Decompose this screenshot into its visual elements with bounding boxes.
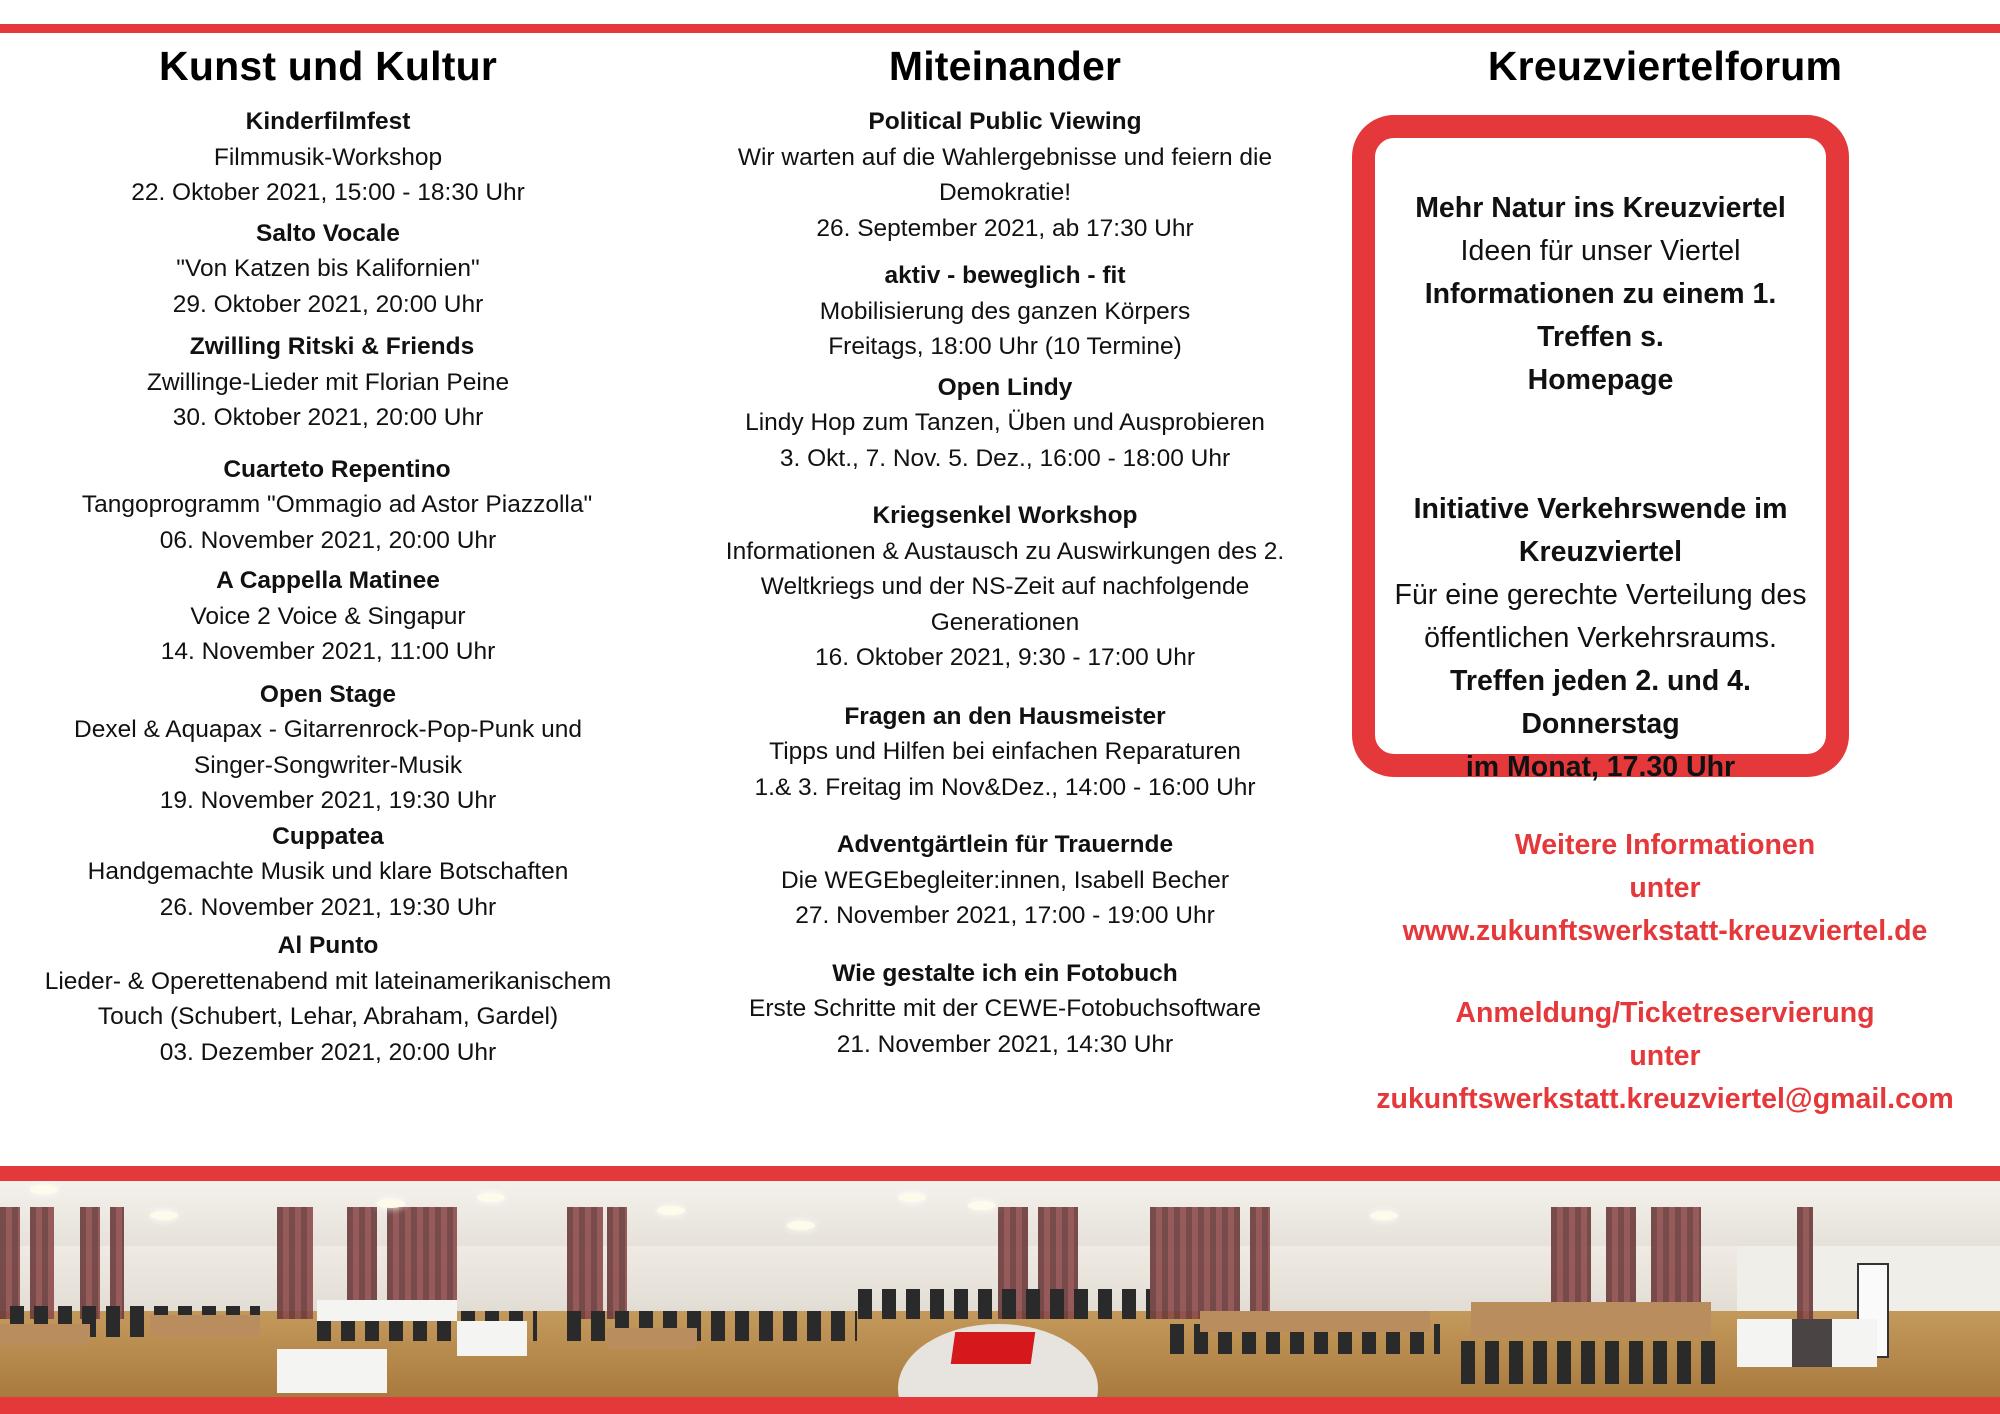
event-title: Zwilling Ritski & Friends [189, 333, 475, 360]
initiative-verkehrswende [1375, 488, 1826, 789]
email-link[interactable]: zukunftswerkstatt.kreuzviertel@gmail.com [1376, 1083, 1954, 1115]
photo-room-3 [567, 1181, 858, 1397]
event-adventgaertlein [680, 827, 1330, 934]
event-line: Voice 2 Voice & Singapur [190, 602, 466, 630]
event-title: Kinderfilmfest [245, 108, 411, 135]
photo-room-6 [1441, 1181, 1737, 1397]
event-salto-vocale [0, 216, 656, 323]
event-cuppatea [0, 819, 656, 926]
event-title: Open Stage [259, 680, 397, 708]
event-title: Fragen an den Hausmeister [844, 702, 1166, 730]
booking-unter: unter [1629, 1040, 1701, 1072]
column-kunst-und-kultur [0, 40, 656, 1070]
forum-initiatives-box [1352, 115, 1849, 783]
photo-room-2 [277, 1181, 567, 1397]
event-title: Cuarteto Repentino [223, 455, 451, 483]
event-line: Demokratie! [938, 179, 1072, 206]
event-line: Die WEGEbegleiter:innen, Isabell Becher [780, 866, 1230, 894]
event-date: 27. November 2021, 17:00 - 19:00 Uhr [795, 902, 1215, 929]
website-link[interactable]: www.zukunftswerkstatt-kreuzviertel.de [1402, 915, 1928, 947]
initiative-title: Kreuzviertel [1518, 536, 1683, 568]
event-line: Tangoprogramm "Ommagio ad Astor Piazzolla" [81, 491, 593, 518]
event-title: Open Lindy [937, 373, 1073, 401]
photo-room-5 [1150, 1181, 1441, 1397]
event-line: Lindy Hop zum Tanzen, Üben und Ausprobieren [745, 409, 1265, 436]
event-line: Generationen [930, 608, 1080, 636]
event-aktiv-beweglich-fit [680, 258, 1330, 365]
event-cuarteto-repentino [0, 452, 656, 559]
info-label: Weitere Informationen [1514, 829, 1816, 861]
info-unter: unter [1629, 872, 1701, 904]
event-date: 1.& 3. Freitag im Nov&Dez., 14:00 - 16:00 Uhr [754, 773, 1256, 801]
event-al-punto [0, 928, 656, 1070]
event-line: Filmmusik-Workshop [213, 143, 443, 171]
event-line: Tipps und Hilfen bei einfachen Reparaturen [769, 738, 1241, 765]
column-heading: Miteinander [888, 43, 1122, 89]
event-line: Lieder- & Operettenabend mit lateinamerikanischem [44, 967, 612, 995]
event-open-stage [0, 677, 656, 819]
initiative-note: Informationen zu einem 1. Treffen s. [1424, 278, 1777, 353]
event-title: Adventgärtlein für Trauernde [836, 831, 1174, 858]
photo-room-7 [1737, 1181, 2000, 1397]
event-date: 21. November 2021, 14:30 Uhr [836, 1030, 1174, 1058]
event-title: Kriegsenkel Workshop [872, 502, 1138, 529]
event-title: Wie gestalte ich ein Fotobuch [832, 959, 1178, 987]
event-line: Weltkriegs und der NS-Zeit auf nachfolgende [760, 573, 1250, 600]
event-kinderfilmfest [0, 104, 656, 211]
initiative-subtitle: Ideen für unser Viertel [1460, 235, 1741, 267]
booking-label: Anmeldung/Ticketreservierung [1455, 997, 1875, 1029]
event-date: 26. September 2021, ab 17:30 Uhr [816, 214, 1194, 242]
event-fotobuch [680, 956, 1330, 1063]
initiative-mehr-natur [1375, 187, 1826, 402]
event-date: Freitags, 18:00 Uhr (10 Termine) [828, 333, 1182, 360]
event-line: "Von Katzen bis Kalifornien" [176, 255, 480, 282]
event-a-cappella-matinee [0, 563, 656, 670]
event-date: 30. Oktober 2021, 20:00 Uhr [172, 404, 484, 431]
event-title: aktiv - beweglich - fit [884, 262, 1126, 289]
event-title: Cuppatea [272, 822, 384, 850]
column-heading: Kunst und Kultur [159, 43, 497, 89]
event-title: Salto Vocale [256, 219, 400, 247]
more-information [1340, 824, 1990, 953]
event-date: 29. Oktober 2021, 20:00 Uhr [172, 290, 484, 318]
event-title: Political Public Viewing [868, 108, 1142, 135]
photo-strip [0, 1166, 2000, 1414]
column-miteinander [680, 40, 1330, 1062]
initiative-title: Initiative Verkehrswende im [1413, 493, 1788, 525]
event-line: Mobilisierung des ganzen Körpers [819, 297, 1191, 325]
event-date: 3. Okt., 7. Nov. 5. Dez., 16:00 - 18:00 Uhr [779, 444, 1231, 472]
initiative-title: Mehr Natur ins Kreuzviertel [1415, 192, 1786, 224]
event-zwilling-ritski [0, 329, 656, 436]
event-open-lindy [680, 370, 1330, 477]
event-line: Erste Schritte mit der CEWE-Fotobuchsoftware [749, 995, 1261, 1022]
photo-room-4 [858, 1181, 1150, 1397]
column-heading: Kreuzviertelforum [1487, 43, 1843, 89]
event-date: 26. November 2021, 19:30 Uhr [159, 893, 497, 921]
event-date: 22. Oktober 2021, 15:00 - 18:30 Uhr [131, 179, 525, 206]
event-line: Handgemachte Musik und klare Botschaften [87, 858, 569, 885]
event-kriegsenkel-workshop [680, 498, 1330, 676]
event-political-public-viewing [680, 104, 1330, 246]
event-date: 03. Dezember 2021, 20:00 Uhr [159, 1038, 497, 1066]
event-title: A Cappella Matinee [216, 567, 440, 594]
event-line: Zwillinge-Lieder mit Florian Peine [146, 368, 510, 396]
initiative-meeting: im Monat, 17.30 Uhr [1465, 751, 1736, 783]
column-kreuzviertelforum [1340, 40, 1990, 92]
event-line: Informationen & Austausch zu Auswirkungen des 2. [725, 537, 1285, 565]
event-hausmeister [680, 699, 1330, 806]
event-line: Singer-Songwriter-Musik [193, 751, 463, 779]
initiative-meeting: Treffen jeden 2. und 4. Donnerstag [1450, 665, 1751, 740]
event-line: Wir warten auf die Wahlergebnisse und feiern die [737, 143, 1273, 171]
initiative-note: Homepage [1527, 364, 1674, 396]
event-date: 14. November 2021, 11:00 Uhr [160, 638, 496, 665]
initiative-description: öffentlichen Verkehrsraums. [1424, 622, 1777, 654]
event-line: Touch (Schubert, Lehar, Abraham, Gardel) [97, 1003, 559, 1030]
event-date: 19. November 2021, 19:30 Uhr [159, 787, 497, 814]
photo-room-1 [0, 1181, 277, 1397]
event-date: 06. November 2021, 20:00 Uhr [159, 526, 497, 554]
top-accent-bar [0, 24, 2000, 33]
event-line: Dexel & Aquapax - Gitarrenrock-Pop-Punk und [74, 716, 582, 743]
booking-information [1340, 992, 1990, 1121]
event-date: 16. Oktober 2021, 9:30 - 17:00 Uhr [815, 644, 1195, 671]
event-title: Al Punto [277, 932, 379, 959]
initiative-description: Für eine gerechte Verteilung des [1394, 579, 1807, 611]
